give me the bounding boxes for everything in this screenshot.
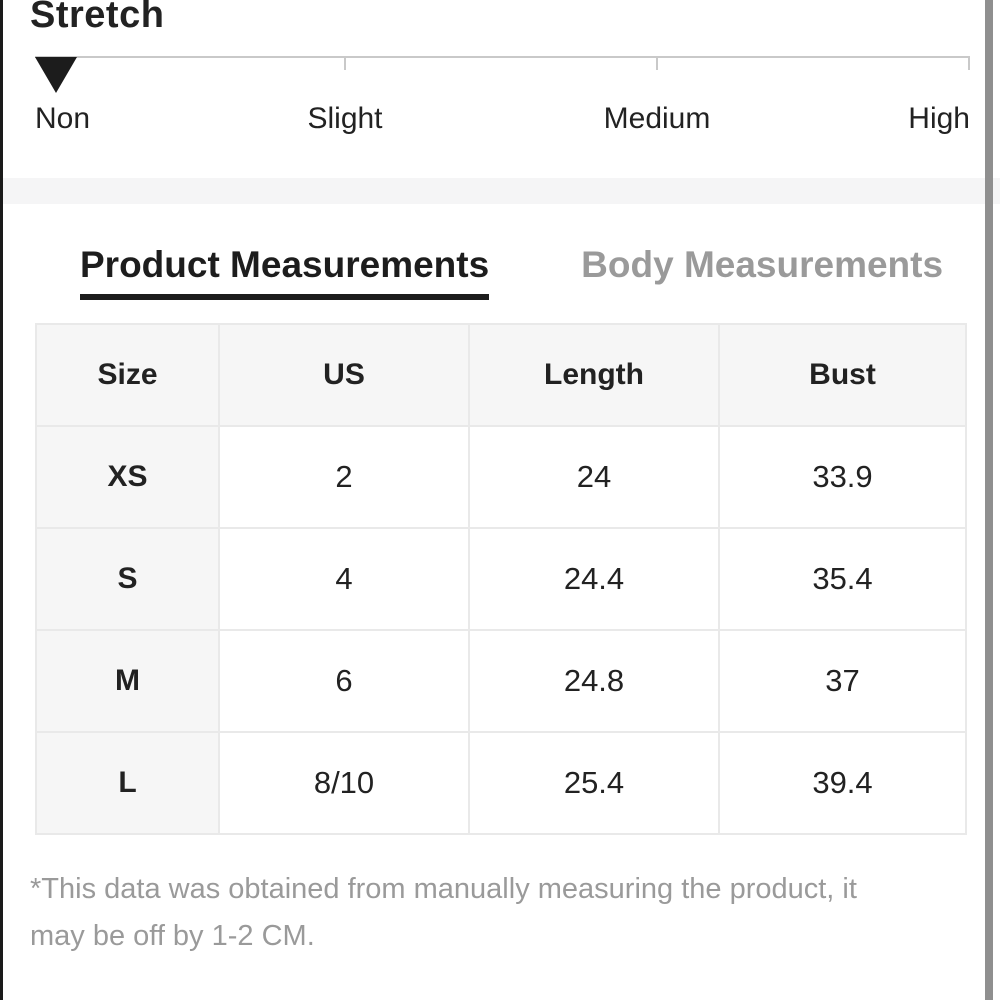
cell-size: S — [36, 528, 219, 630]
cell-us: 2 — [219, 426, 469, 528]
cell-bust: 35.4 — [719, 528, 966, 630]
scale-tick-medium — [656, 56, 658, 70]
measurements-tabs — [80, 246, 943, 300]
cell-us: 4 — [219, 528, 469, 630]
size-table-header-row — [36, 324, 966, 426]
cell-bust: 33.9 — [719, 426, 966, 528]
header-cell-size: Size — [36, 324, 219, 426]
stretch-scale — [35, 56, 970, 96]
cell-size: XS — [36, 426, 219, 528]
table-row-m — [36, 630, 966, 732]
cell-length: 25.4 — [469, 732, 719, 834]
tab-product-measurements[interactable]: Product Measurements — [80, 246, 489, 300]
stretch-scale-line — [35, 56, 970, 58]
stretch-level-slight: Slight — [307, 102, 383, 135]
stretch-section-title: Stretch — [30, 0, 165, 36]
cell-size: L — [36, 732, 219, 834]
tab-body-measurements[interactable]: Body Measurements — [581, 244, 944, 285]
cell-length: 24.8 — [469, 630, 719, 732]
stretch-level-non: Non — [35, 102, 91, 135]
table-row-l — [36, 732, 966, 834]
cell-size: M — [36, 630, 219, 732]
table-row-s — [36, 528, 966, 630]
panel-left-border — [0, 0, 3, 1000]
cell-us: 6 — [219, 630, 469, 732]
measurement-note — [30, 866, 960, 960]
cell-length: 24 — [469, 426, 719, 528]
stretch-level-labels — [35, 102, 970, 138]
scale-tick-slight — [344, 56, 346, 70]
cell-us: 8/10 — [219, 732, 469, 834]
section-divider — [0, 178, 1000, 204]
cell-bust: 37 — [719, 630, 966, 732]
scrollbar-thumb[interactable] — [985, 0, 993, 1000]
header-cell-bust: Bust — [719, 324, 966, 426]
stretch-level-high: High — [908, 102, 970, 135]
measurement-note-line1: *This data was obtained from manually measuring the product, it — [30, 873, 857, 905]
table-row-xs — [36, 426, 966, 528]
size-table — [35, 323, 967, 835]
cell-length: 24.4 — [469, 528, 719, 630]
stretch-level-medium: Medium — [603, 102, 711, 135]
header-cell-length: Length — [469, 324, 719, 426]
cell-bust: 39.4 — [719, 732, 966, 834]
measurement-note-line2: may be off by 1-2 CM. — [30, 920, 315, 952]
stretch-marker-icon — [35, 57, 77, 93]
scale-tick-high — [968, 56, 970, 70]
header-cell-us: US — [219, 324, 469, 426]
